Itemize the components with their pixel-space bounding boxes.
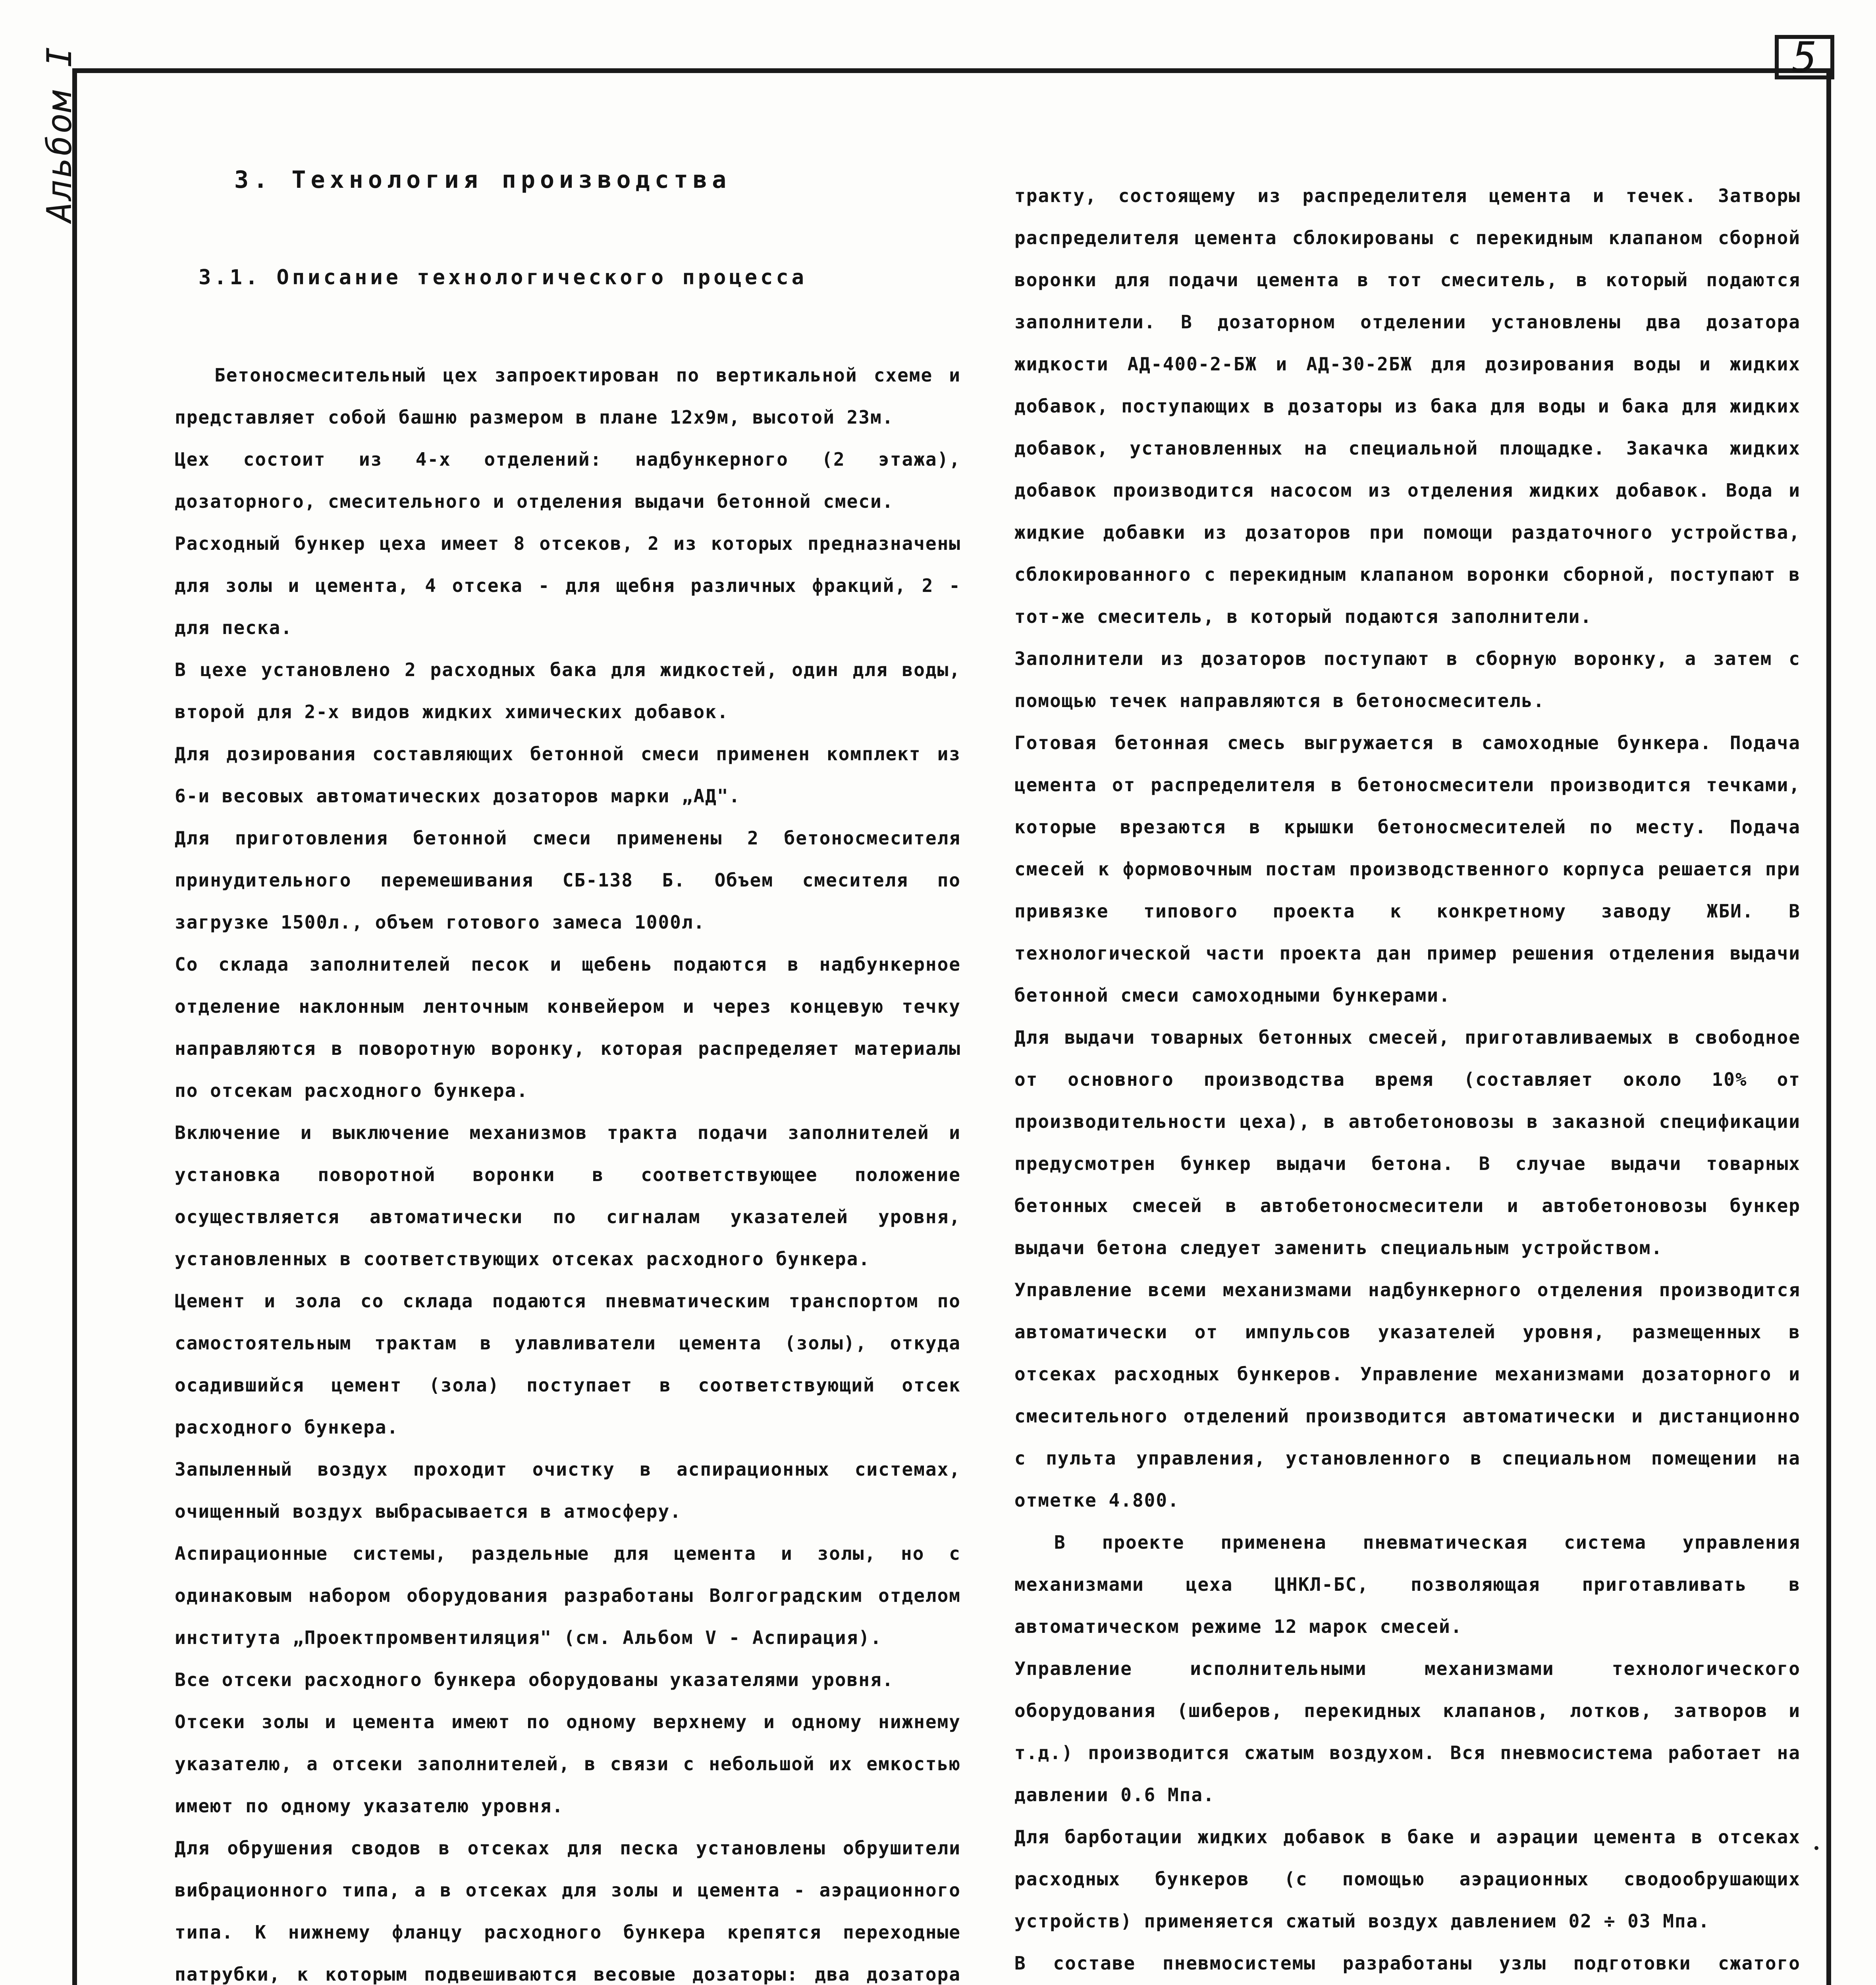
right-paragraph: Для барботации жидких добавок в баке и аэрации цемента в отсеках расходных бункеров (с помощью аэрационных сводообрушающих устройств) применяется сжатый воздух давлением 02 ÷ 03 Мпа.	[1014, 1826, 1801, 1932]
left-paragraph: Все отсеки расходного бункера оборудованы указателями уровня.	[175, 1669, 894, 1690]
right-column	[1014, 175, 1801, 1985]
left-paragraph: Аспирационные системы, раздельные для цемента и золы, но с одинаковым набором оборудования разработаны Волгоградским отделом института „Проектпромвентиляция" (см. Альбом V - Аспирация).	[175, 1543, 961, 1648]
subsection-heading: 3.1. Описание технологического процесса	[199, 266, 807, 289]
left-column	[175, 143, 961, 1985]
left-paragraph: Для дозирования составляющих бетонной смеси применен комплект из 6-и весовых автоматических дозаторов марки „АД".	[175, 743, 961, 807]
left-paragraph: Запыленный воздух проходит очистку в аспирационных системах, очищенный воздух выбрасывается в атмосферу.	[175, 1459, 961, 1522]
album-label: Альбом I	[40, 45, 79, 222]
left-paragraph: Цемент и зола со склада подаются пневматическим транспортом по самостоятельным трактам в улавливатели цемента (золы), откуда осадившийся цемент (зола) поступает в соответствующий отсек расходного бункера.	[175, 1290, 961, 1438]
scan-dot	[1814, 1846, 1818, 1850]
left-paragraph: Отсеки золы и цемента имеют по одному верхнему и одному нижнему указателю, а отсеки заполнителей, в связи с небольшой их емкостью имеют по одному указателю уровня.	[175, 1711, 961, 1817]
left-paragraph: Для приготовления бетонной смеси применены 2 бетоносмесителя принудительного перемешивания СБ-138 Б. Объем смесителя по загрузке 1500л., объем готового замеса 1000л.	[175, 827, 961, 933]
left-paragraph: Для обрушения сводов в отсеках для песка установлены обрушители вибрационного типа, а в отсеках для золы и цемента - аэрационного типа. К нижнему фланцу расходного бункера крепятся переходные патрубки, к которым подвешиваются весовые дозаторы: два дозатора	[175, 1837, 961, 1985]
right-paragraph: Готовая бетонная смесь выгружается в самоходные бункера. Подача цемента от распределителя в бетоносмесители производится течками, которые врезаются в крышки бетоносмесителей по месту. Подача смесей к формовочным постам производственного корпуса решается при привязке типового проекта к конкретному заводу ЖБИ. В технологической части проекта дан пример решения отделения выдачи бетонной смеси самоходными бункерами.	[1014, 732, 1801, 1006]
corner-sheet-number: 5	[1775, 35, 1834, 79]
left-paragraph: Включение и выключение механизмов тракта подачи заполнителей и установка поворотной воронки в соответствующее положение осуществляется автоматически по сигналам указателей уровня, установленных в соответствующих отсеках расходного бункера.	[175, 1122, 961, 1270]
left-paragraph: Цех состоит из 4-х отделений: надбункерного (2 этажа), дозаторного, смесительного и отделения выдачи бетонной смеси.	[175, 449, 961, 512]
right-paragraph: тракту, состоящему из распределителя цемента и течек. Затворы распределителя цемента сблокированы с перекидным клапаном сборной воронки для подачи цемента в тот смеситель, в который подаются заполнители. В дозаторном отделении установлены два дозатора жидкости АД-400-2-БЖ и АД-30-2БЖ для дозирования воды и жидких добавок, поступающих в дозаторы из бака для воды и бака для жидких добавок, установленных на специальной площадке. Закачка жидких добавок производится насосом из отделения жидких добавок. Вода и жидкие добавки из дозаторов при помощи раздаточного устройства, сблокированного с перекидным клапаном воронки сборной, поступают в тот-же смеситель, в который подаются заполнители.	[1014, 185, 1801, 627]
right-paragraph: В проекте применена пневматическая система управления механизмами цеха ЦНКЛ-БС, позволяющая приготавливать в автоматическом режиме 12 марок смесей.	[1014, 1532, 1801, 1637]
right-paragraph: Для выдачи товарных бетонных смесей, приготавливаемых в свободное от основного производства время (составляет около 10% от производительности цеха), в автобетоновозы в заказной спецификации предусмотрен бункер выдачи бетона. В случае выдачи товарных бетонных смесей в автобетоносмесители и автобетоновозы бункер выдачи бетона следует заменить специальным устройством.	[1014, 1027, 1801, 1258]
left-paragraph: Со склада заполнителей песок и щебень подаются в надбункерное отделение наклонным ленточным конвейером и через концевую течку направляются в поворотную воронку, которая распределяет материалы по отсекам расходного бункера.	[175, 954, 961, 1101]
right-paragraph: В составе пневмосистемы разработаны узлы подготовки сжатого	[1014, 1952, 1801, 1974]
section-heading: 3. Технология производства	[234, 166, 731, 194]
right-paragraph: Заполнители из дозаторов поступают в сборную воронку, а затем с помощью течек направляются в бетоносмеситель.	[1014, 648, 1801, 711]
left-paragraph: Расходный бункер цеха имеет 8 отсеков, 2 из которых предназначены для золы и цемента, 4 отсека - для щебня различных фракций, 2 - для песка.	[175, 533, 961, 638]
right-paragraph: Управление исполнительными механизмами технологического оборудования (шиберов, перекидных клапанов, лотков, затворов и т.д.) производится сжатым воздухом. Вся пневмосистема работает на давлении 0.6 Мпа.	[1014, 1658, 1801, 1806]
right-paragraph: Управление всеми механизмами надбункерного отделения производится автоматически от импульсов указателей уровня, размещенных в отсеках расходных бункеров. Управление механизмами дозаторного и смесительного отделений производится автоматически и дистанционно с пульта управления, установленного в специальном помещении на отметке 4.800.	[1014, 1279, 1801, 1511]
left-paragraph: Бетоносмесительный цех запроектирован по вертикальной схеме и представляет собой башню размером в плане 12х9м, высотой 23м.	[175, 364, 961, 428]
left-paragraph: В цехе установлено 2 расходных бака для жидкостей, один для воды, второй для 2-х видов жидких химических добавок.	[175, 659, 961, 723]
